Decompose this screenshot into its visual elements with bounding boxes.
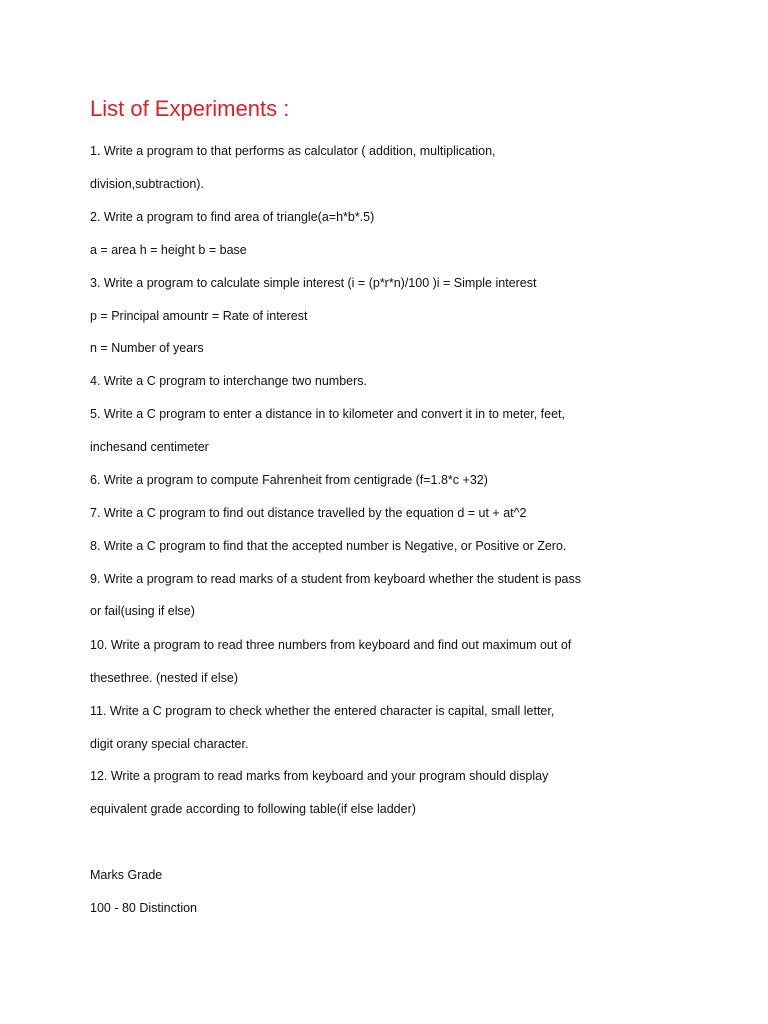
grade-table-header: Marks Grade bbox=[90, 868, 163, 882]
experiment-line: 10. Write a program to read three numbers from keyboard and find out maximum out of bbox=[90, 638, 572, 652]
experiment-line: 6. Write a program to compute Fahrenheit from centigrade (f=1.8*c +32) bbox=[90, 473, 488, 487]
experiment-line: 4. Write a C program to interchange two numbers. bbox=[90, 374, 367, 388]
experiment-line: n = Number of years bbox=[90, 341, 204, 355]
experiment-line: 12. Write a program to read marks from keyboard and your program should display bbox=[90, 769, 549, 783]
grade-table-row: 100 - 80 Distinction bbox=[90, 901, 198, 915]
experiment-line: digit orany special character. bbox=[90, 737, 249, 751]
experiment-line: or fail(using if else) bbox=[90, 604, 195, 618]
experiment-line: 7. Write a C program to find out distance travelled by the equation d = ut + at^2 bbox=[90, 506, 527, 520]
experiment-line: thesethree. (nested if else) bbox=[90, 671, 238, 685]
experiment-line: 2. Write a program to find area of triangle(a=h*b*.5) bbox=[90, 210, 375, 224]
experiment-line: 5. Write a C program to enter a distance in to kilometer and convert it in to meter, feet, bbox=[90, 407, 565, 421]
page-title: List of Experiments : bbox=[90, 96, 290, 121]
experiment-line: inchesand centimeter bbox=[90, 440, 209, 454]
experiment-line: 9. Write a program to read marks of a student from keyboard whether the student is pass bbox=[90, 572, 581, 586]
experiment-line: 1. Write a program to that performs as calculator ( addition, multiplication, bbox=[90, 144, 496, 158]
experiment-line: 11. Write a C program to check whether the entered character is capital, small letter, bbox=[90, 704, 555, 718]
experiment-line: equivalent grade according to following table(if else ladder) bbox=[90, 802, 416, 816]
experiment-line: a = area h = height b = base bbox=[90, 243, 247, 257]
experiment-line: division,subtraction). bbox=[90, 177, 204, 191]
experiment-line: 8. Write a C program to find that the accepted number is Negative, or Positive or Zero. bbox=[90, 539, 567, 553]
experiment-line: p = Principal amountr = Rate of interest bbox=[90, 309, 308, 323]
experiment-line: 3. Write a program to calculate simple interest (i = (p*r*n)/100 )i = Simple interest bbox=[90, 276, 537, 290]
